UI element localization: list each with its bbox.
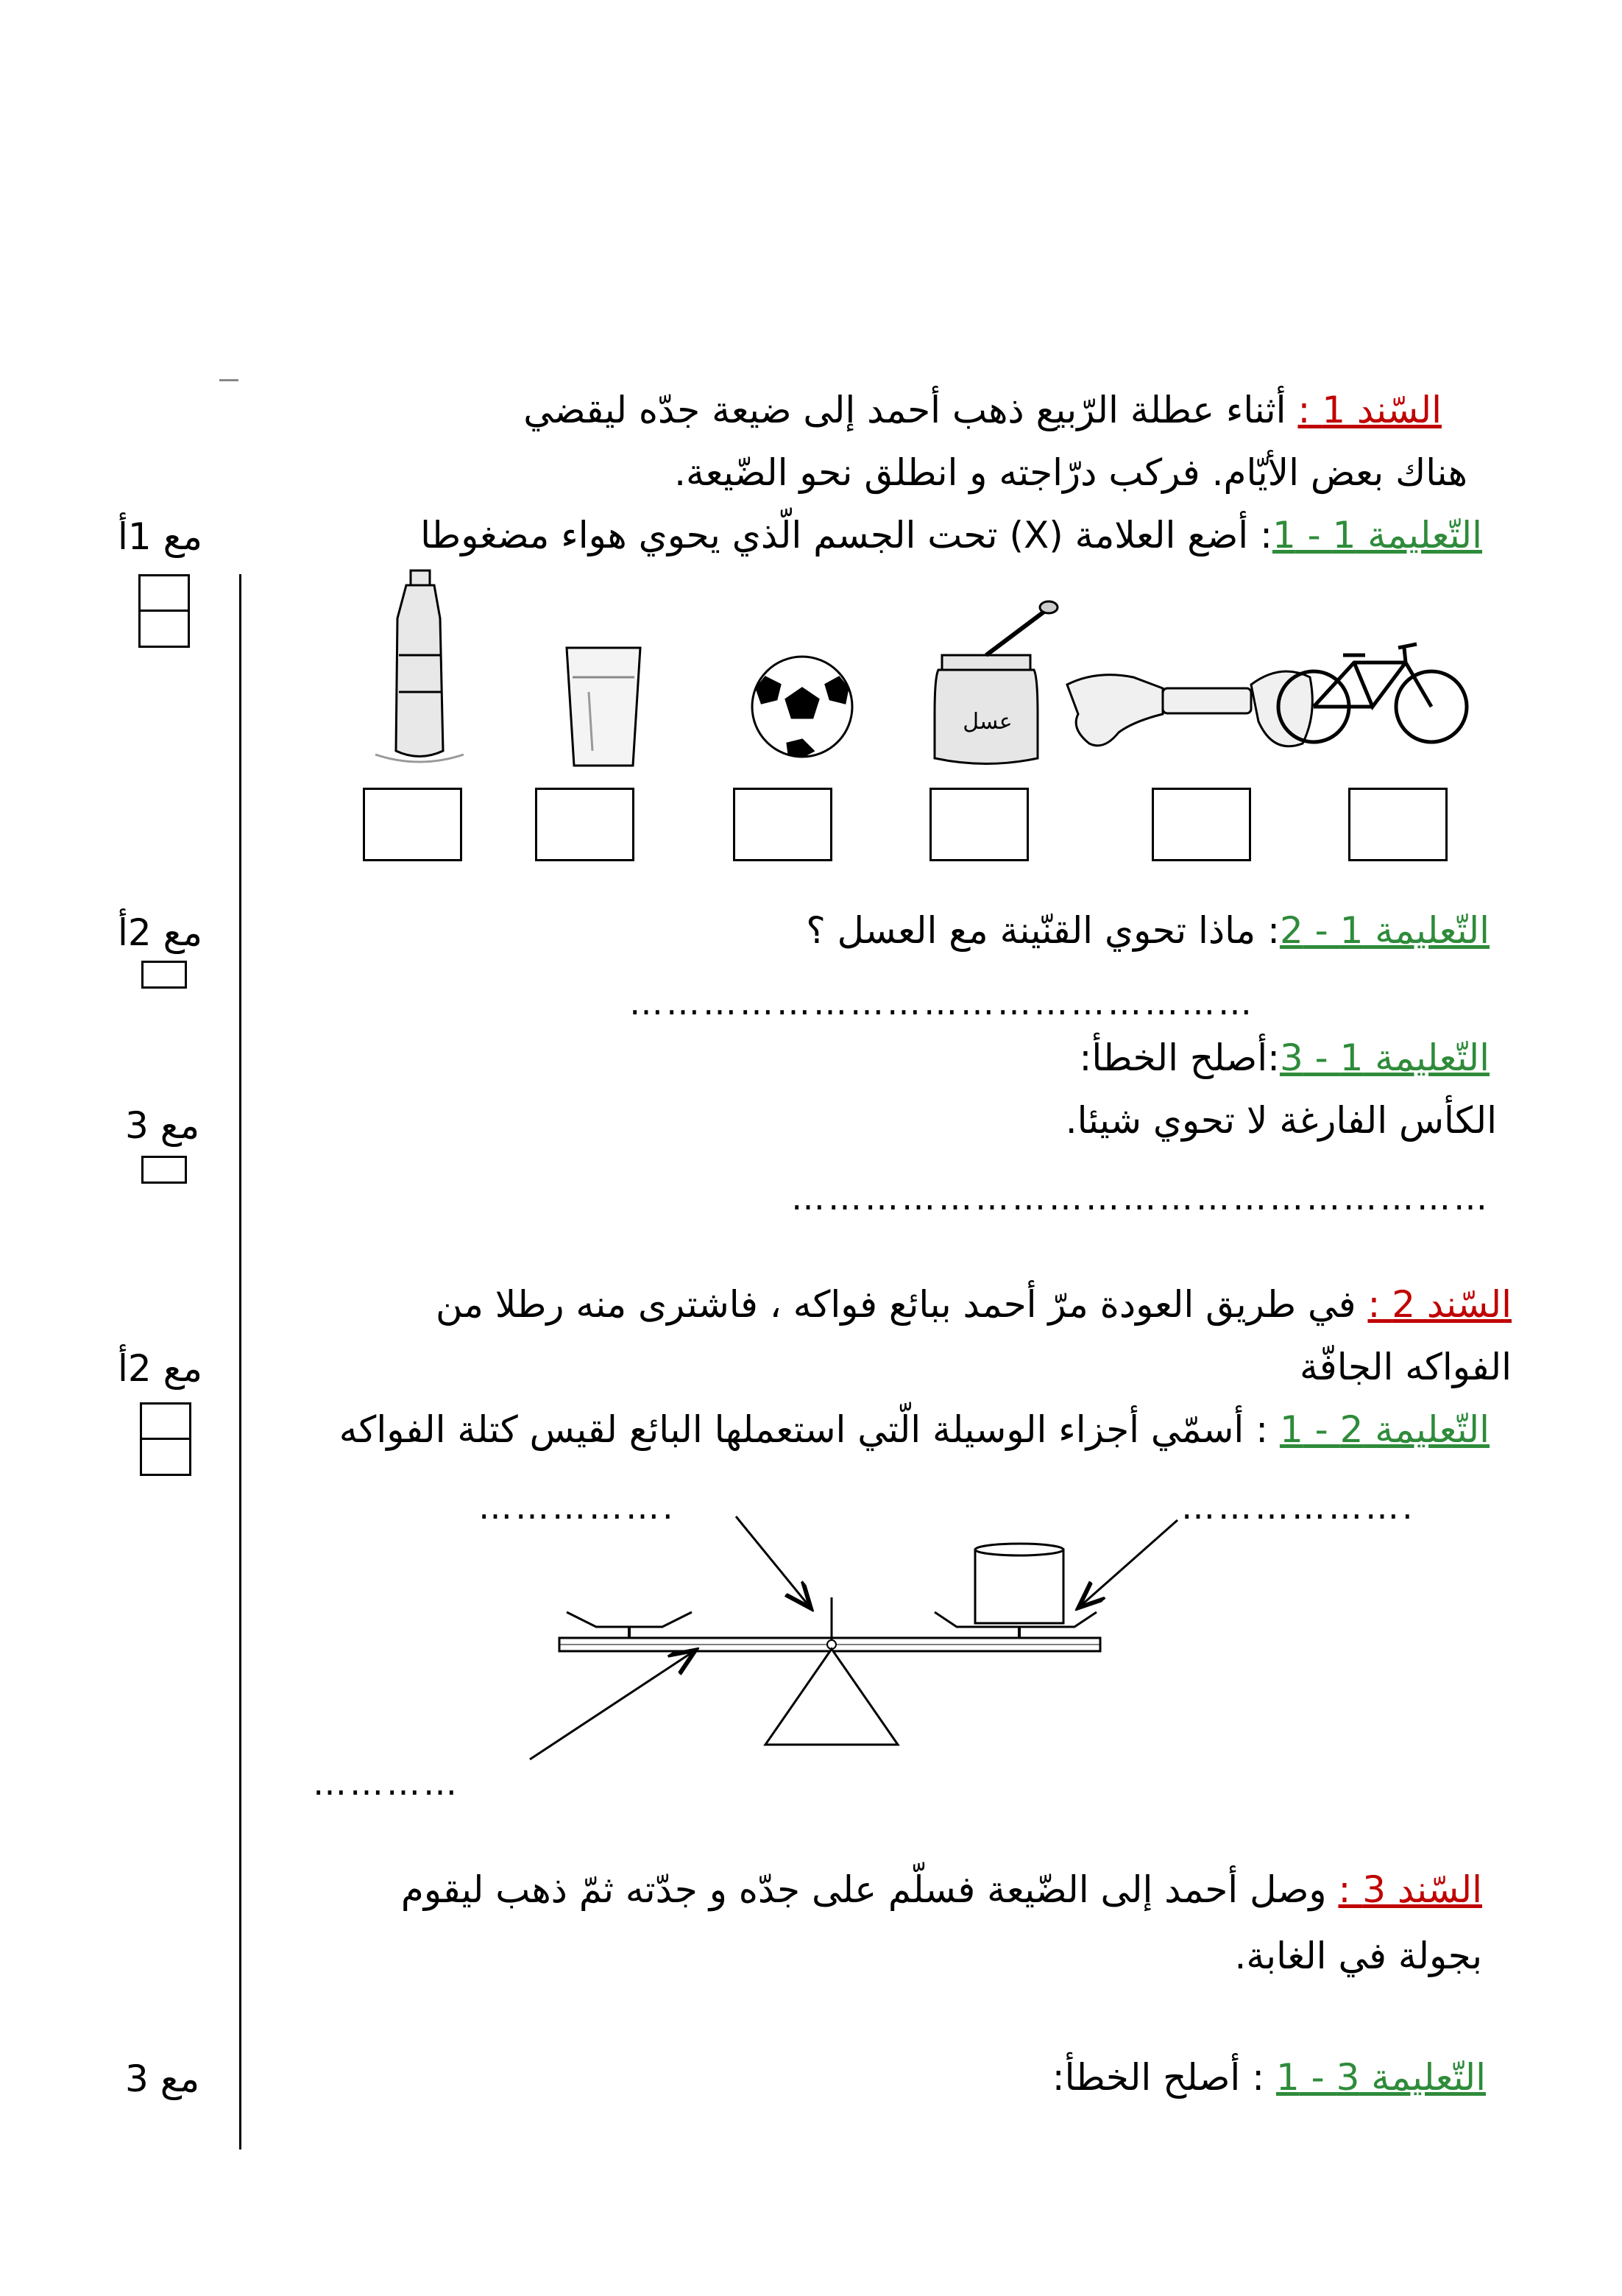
talima-1-3-label: التّعليمة 1 - 3 — [1279, 1036, 1490, 1079]
answer-dots-1-3: ………………………………………………… — [791, 1178, 1490, 1218]
sanad-1-text: أثناء عطلة الرّبيع ذهب أحمد إلى ضيعة جدّه ليقضي — [523, 389, 1298, 431]
answer-dots-pan: ………………. — [1181, 1487, 1416, 1527]
talima-3-1-text: : أصلح الخطأ: — [1052, 2056, 1276, 2099]
talima-1-1-label: التّعليمة 1 - 1 — [1272, 514, 1482, 557]
talima-1-2-text: : ماذا تحوي القنّينة مع العسل ؟ — [806, 909, 1280, 952]
criterion-1a: مع 1أ — [118, 515, 203, 558]
sanad-3-text: وصل أحمد إلى الضّيعة فسلّم على جدّه و جدّته ثمّ ذهب ليقوم — [400, 1868, 1339, 1911]
sanad-2-text: في طريق العودة مرّ أحمد ببائع فواكه ، فاشترى منه رطلا من — [436, 1283, 1368, 1326]
honey-label: عسل — [963, 709, 1013, 735]
criterion-2a: مع 2أ — [118, 911, 203, 954]
talima-1-3-sentence: الكأس الفارغة لا تحوي شيئا. — [1065, 1099, 1497, 1142]
talima-2-1-label: التّعليمة 2 - 1 — [1279, 1408, 1490, 1451]
criterion-3-second: مع 3 — [125, 2057, 200, 2100]
sanad-1-label: السّند 1 : — [1297, 389, 1442, 431]
answer-dots-beam: ………… — [313, 1763, 460, 1803]
talima-1-2-label: التّعليمة 1 - 2 — [1279, 909, 1490, 952]
sanad-1-line-2: هناك بعض الأيّام. فركب درّاجته و انطلق نحو الضّيعة. — [674, 451, 1467, 494]
sanad-2-line-2: الفواكه الجافّة — [1300, 1346, 1512, 1388]
talima-1-3-text: :أصلح الخطأ: — [1079, 1036, 1280, 1079]
talima-3-1-label: التّعليمة 3 - 1 — [1275, 2056, 1486, 2099]
talima-3-1 — [1052, 2054, 1486, 2102]
sanad-3-line-2: بجولة في الغابة. — [1234, 1935, 1482, 1977]
criterion-3: مع 3 — [125, 1104, 200, 1147]
sanad-3-line-1 — [401, 1866, 1482, 1914]
sanad-2-label: السّند 2 : — [1367, 1283, 1512, 1326]
answer-dots-pivot: ……………. — [478, 1487, 676, 1527]
criterion-2a-second: مع 2أ — [118, 1347, 203, 1390]
sanad-3-label: السّند 3 : — [1338, 1868, 1482, 1911]
talima-2-1-text: : أسمّي أجزاء الوسيلة الّتي استعملها البائع لقيس كتلة الفواكه — [339, 1408, 1280, 1451]
talima-1-1-text: : أضع العلامة (X) تحت الجسم الّذي يحوي هواء مضغوطا — [420, 514, 1272, 557]
answer-dots-1-2: …………………………………………… — [629, 983, 1255, 1022]
